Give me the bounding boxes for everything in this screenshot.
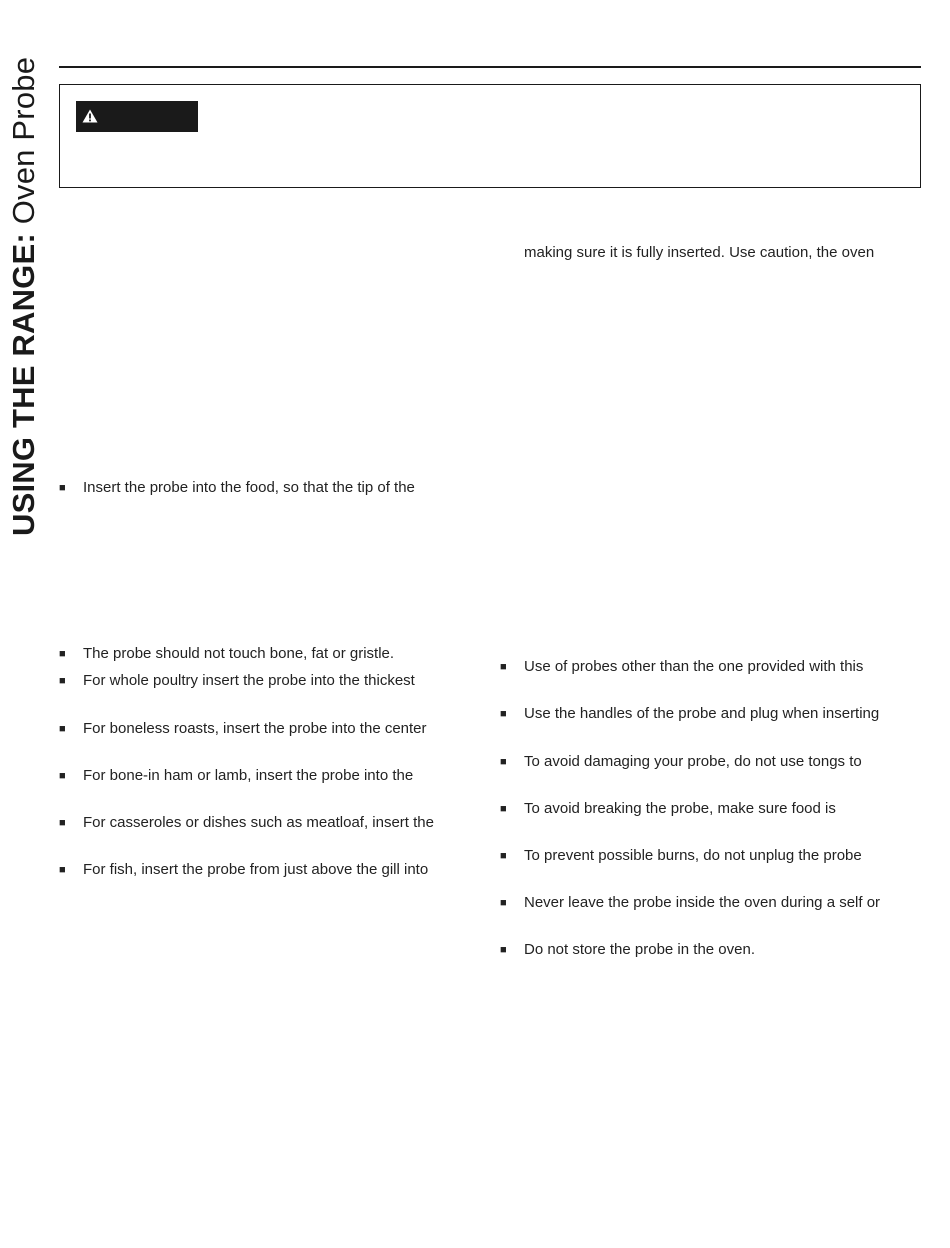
list-item: For casseroles or dishes such as meatloaf, insert the xyxy=(83,814,434,831)
bullet-icon: ■ xyxy=(500,803,507,815)
bullet-icon: ■ xyxy=(59,482,66,494)
list-item: To avoid damaging your probe, do not use tongs to xyxy=(524,753,862,770)
bullet-icon: ■ xyxy=(500,661,507,673)
insert-probe-instruction: Insert the probe into the food, so that the tip of the xyxy=(83,479,415,496)
bullet-icon: ■ xyxy=(500,708,507,720)
bullet-icon: ■ xyxy=(59,817,66,829)
list-item: For whole poultry insert the probe into the thickest xyxy=(83,672,415,689)
list-item: Never leave the probe inside the oven during a self or xyxy=(524,894,881,911)
bullet-icon: ■ xyxy=(59,723,66,735)
list-item: Use the handles of the probe and plug when inserting xyxy=(524,705,880,722)
section-title-bold: USING THE RANGE: xyxy=(6,233,41,536)
list-item: To prevent possible burns, do not unplug the probe xyxy=(524,847,862,864)
bullet-icon: ■ xyxy=(59,864,66,876)
header-rule xyxy=(59,66,921,68)
list-item: Use of probes other than the one provided with this xyxy=(524,658,864,675)
list-item: For boneless roasts, insert the probe into the center xyxy=(83,720,427,737)
probe-insert-caution-line: making sure it is fully inserted. Use caution, the oven xyxy=(524,244,875,261)
list-item: Do not store the probe in the oven. xyxy=(524,941,755,958)
list-item: The probe should not touch bone, fat or gristle. xyxy=(83,645,395,662)
bullet-icon: ■ xyxy=(500,756,507,768)
warning-box xyxy=(59,84,921,188)
warning-label xyxy=(76,101,198,132)
section-title xyxy=(4,0,44,536)
warning-triangle-icon xyxy=(82,109,98,123)
list-item: To avoid breaking the probe, make sure food is xyxy=(524,800,836,817)
list-item: For bone-in ham or lamb, insert the probe into the xyxy=(83,767,414,784)
bullet-icon: ■ xyxy=(59,675,66,687)
section-title-regular: Oven Probe xyxy=(6,56,41,225)
bullet-icon: ■ xyxy=(59,770,66,782)
bullet-icon: ■ xyxy=(59,648,66,660)
bullet-icon: ■ xyxy=(500,850,507,862)
bullet-icon: ■ xyxy=(500,897,507,909)
list-item: For fish, insert the probe from just above the gill into xyxy=(83,861,429,878)
bullet-icon: ■ xyxy=(500,944,507,956)
